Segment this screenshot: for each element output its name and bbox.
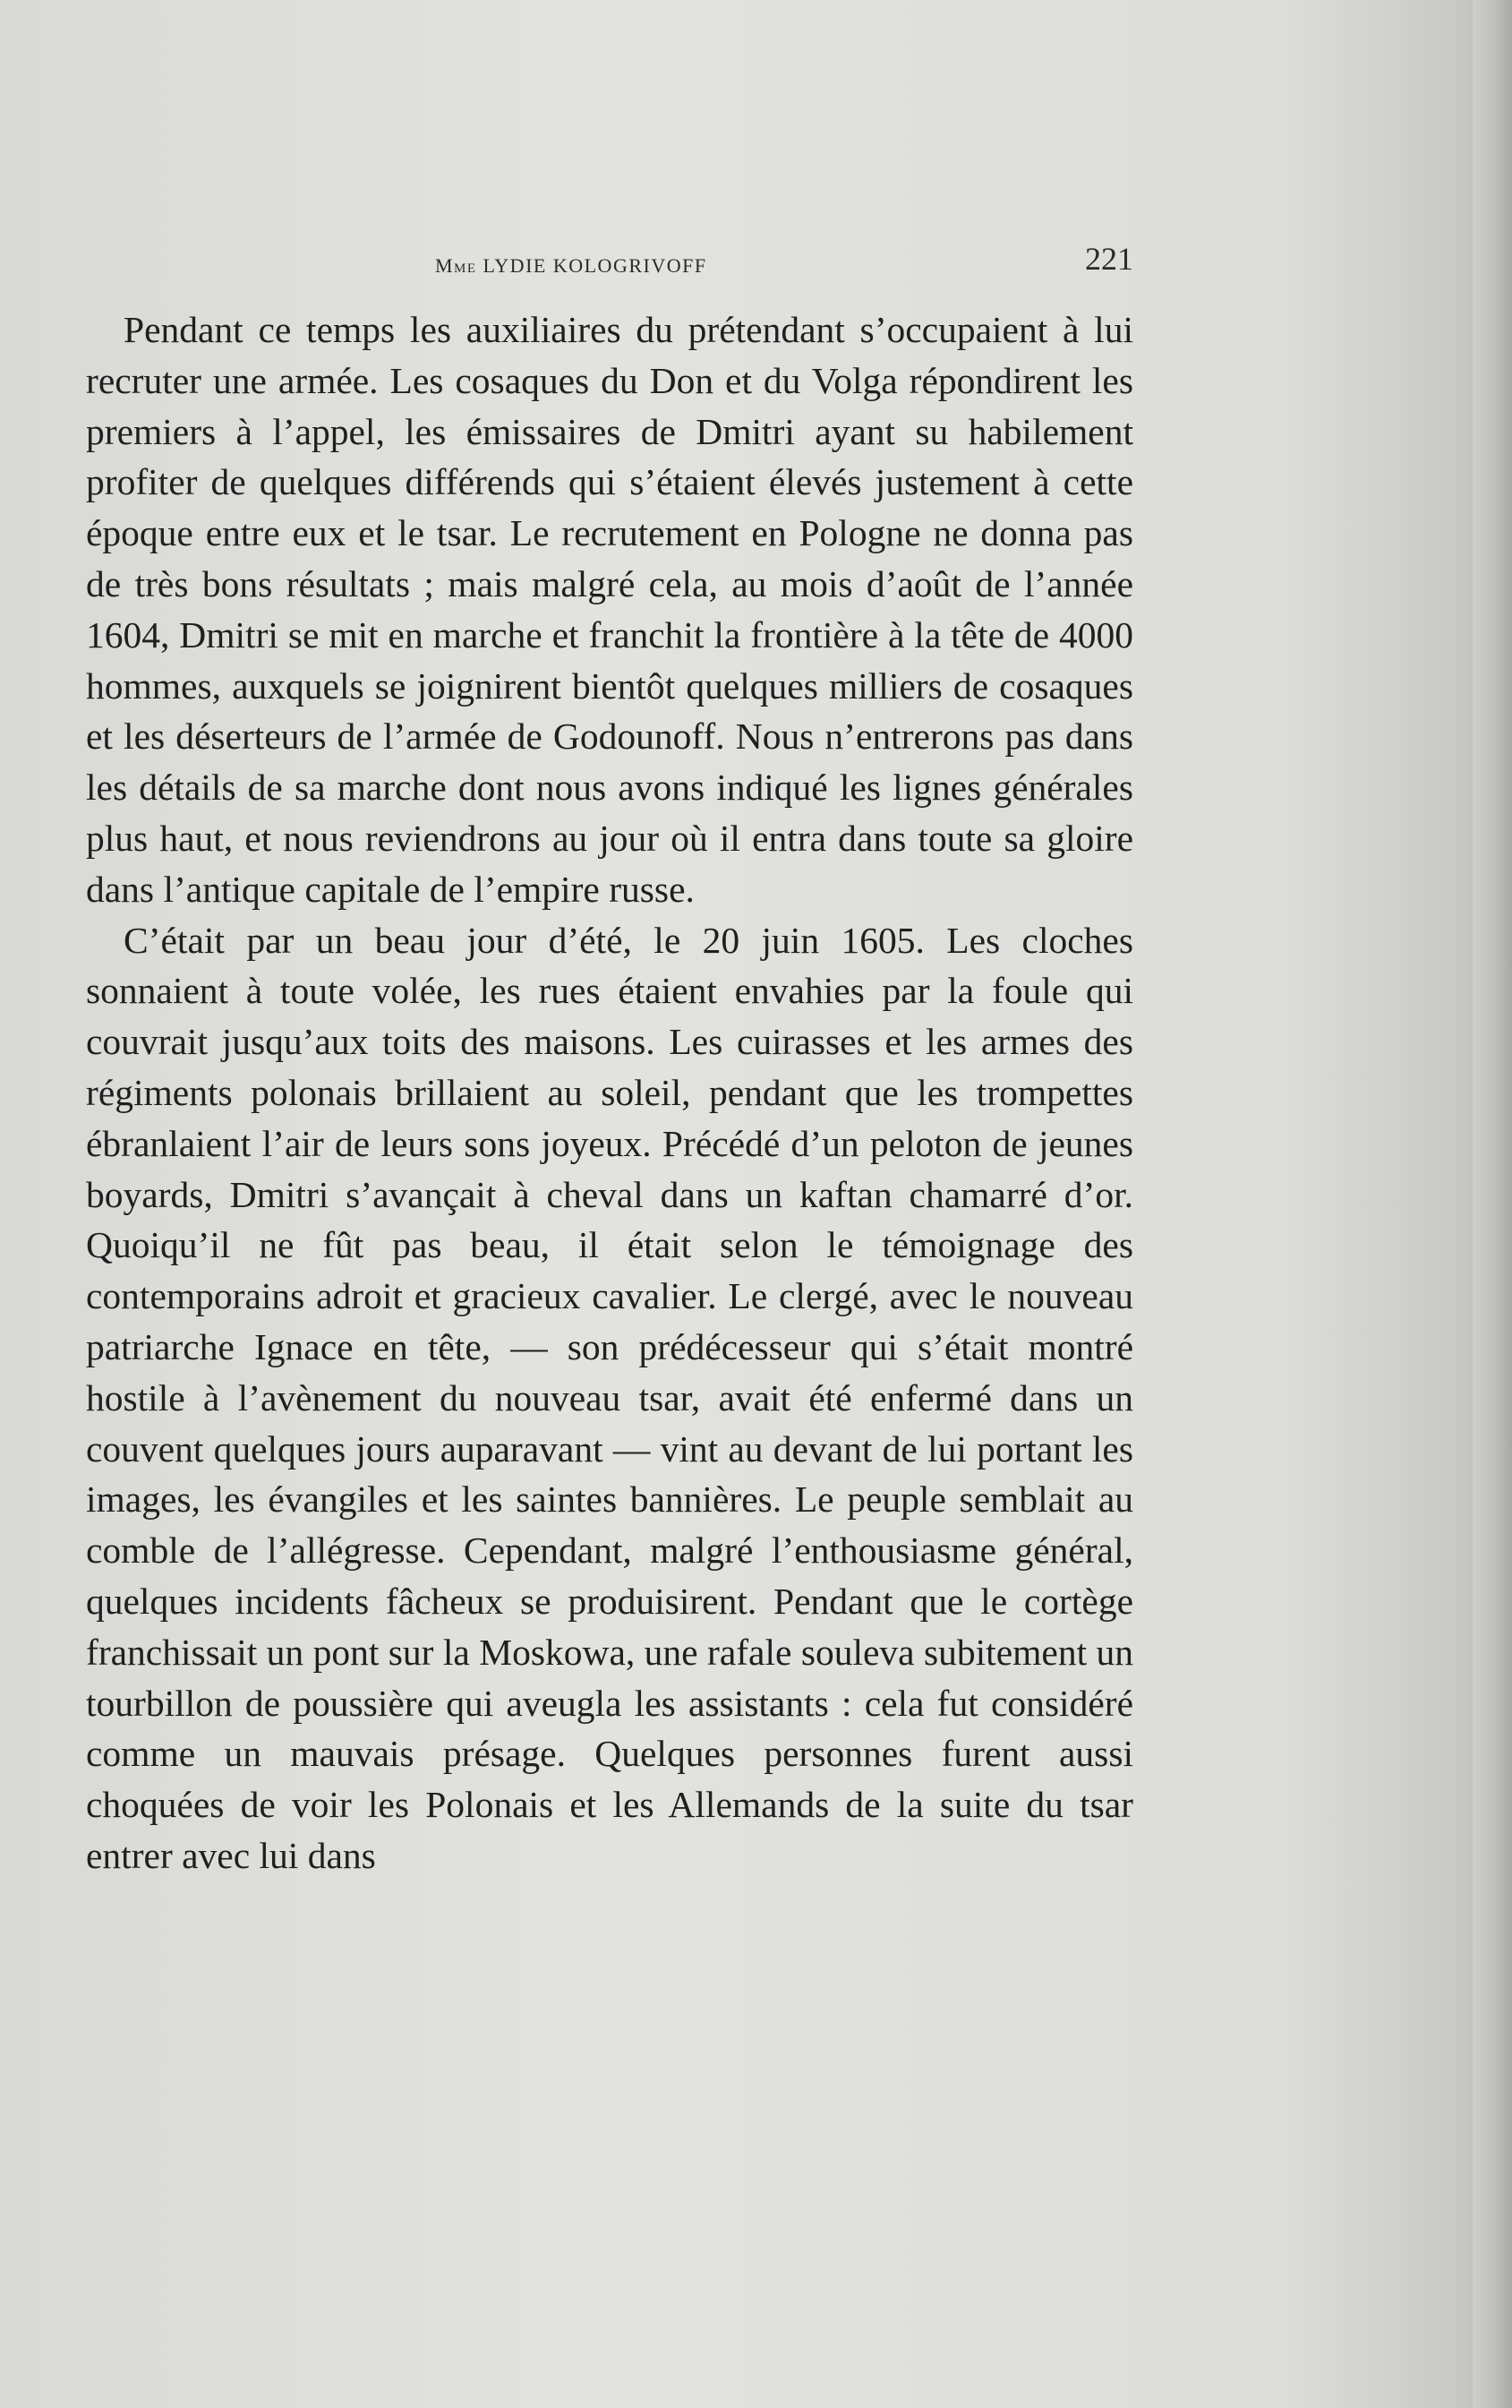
page-gutter-shadow [1473, 0, 1512, 2408]
paragraph: C’était par un beau jour d’été, le 20 juin 1605. Les cloches sonnaient à toute volée, les rues étaient envahies par la foule qui couvrait jusqu’aux toits des maisons. Les cuirasses et les armes des régiments polonais brillaient au soleil, pendant que les trompettes ébranlaient l’air de leurs sons joyeux. Précédé d’un peloton de jeunes boyards, Dmitri s’avançait à cheval dans un kaftan chamarré d’or. Quoiqu’il ne fût pas beau, il était selon le témoignage des contemporains adroit et gracieux cavalier. Le clergé, avec le nouveau patriarche Ignace en tête, — son prédécesseur qui s’était montré hostile à l’avènement du nouveau tsar, avait été enfermé dans un couvent quelques jours auparavant — vint au devant de lui portant les images, les évangiles et les saintes bannières. Le peuple semblait au comble de l’allégresse. Cependant, malgré l’enthousiasme général, quelques incidents fâcheux se produisirent. Pendant que le cortège franchissait un pont sur la Moskowa, une rafale souleva subitement un tourbillon de poussière qui aveugla les assistants : cela fut considéré comme un mauvais présage. Quelques personnes furent aussi choquées de voir les Polonais et les Allemands de la suite du tsar entrer avec lui dans [86, 919, 1133, 1876]
paragraph: Pendant ce temps les auxiliaires du prétendant s’occupaient à lui recruter une armée. Les cosaques du Don et du Volga répondirent les premiers à l’appel, les émissaires de Dmitri ayant su habilement profiter de quelques différends qui s’étaient élevés justement à cette époque entre eux et le tsar. Le recrutement en Pologne ne donna pas de très bons résultats ; mais malgré cela, au mois d’août de l’année 1604, Dmitri se mit en marche et franchit la frontière à la tête de 4000 hommes, auxquels se joignirent bientôt quelques milliers de cosaques et les déserteurs de l’armée de Godounoff. Nous n’entrerons pas dans les détails de sa marche dont nous avons indiqué les lignes générales plus haut, et nous reviendrons au jour où il entra dans toute sa gloire dans l’antique capitale de l’empire russe. [86, 309, 1133, 910]
body-text [86, 304, 1133, 1881]
running-head-author: Mme LYDIE KOLOGRIVOFF [435, 254, 707, 277]
page-number: 221 [1085, 241, 1133, 277]
running-header [86, 240, 1133, 283]
